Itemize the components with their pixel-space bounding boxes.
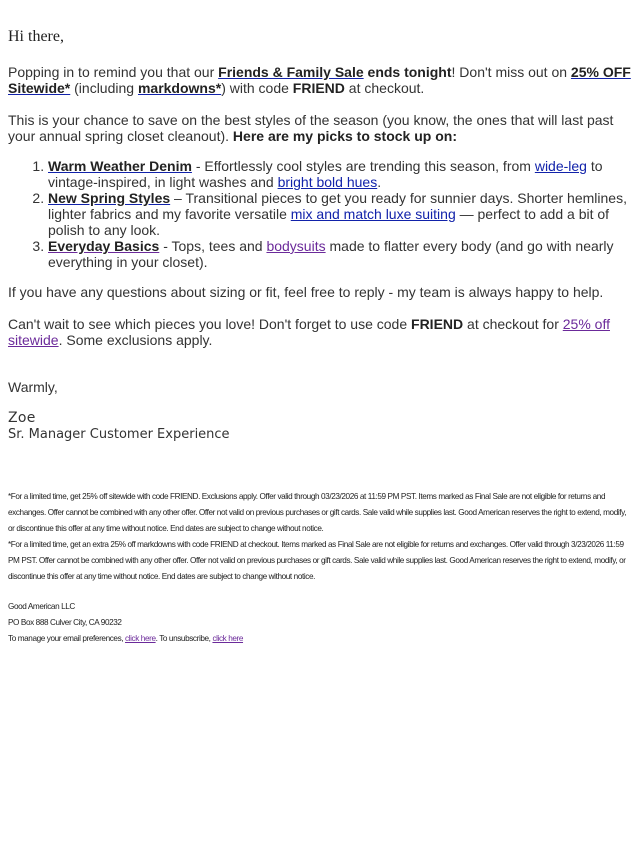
new-spring-styles-link[interactable] (48, 190, 170, 206)
warm-weather-denim-label: Warm Weather Denim (48, 158, 192, 174)
new-spring-styles-label: New Spring Styles (48, 190, 171, 206)
everyday-basics-label: Everyday Basics (48, 238, 160, 254)
unsubscribe-link[interactable]: click here (212, 634, 244, 643)
ends-tonight-text: ends tonight (363, 64, 452, 80)
promo-code: FRIEND (411, 316, 464, 332)
manage-preferences-text: To manage your email preferences, (8, 634, 126, 643)
picks-intro-text: This is your chance to save on the best styles of the season (you know, the ones that will last past your annual spring closet cleanout). (8, 112, 614, 144)
list-item (48, 238, 632, 270)
pick-text: to vintage-inspired, in light washes and (48, 158, 603, 190)
pick-text: made to flatter every body (and go with nearly everything in your closet). (48, 238, 614, 270)
company-address: PO Box 888 Culver City, CA 90232 (8, 618, 122, 627)
list-item (48, 158, 632, 190)
picks-intro-bold: Here are my picks to stock up on: (232, 128, 457, 144)
unsubscribe-text: . To unsubscribe, (155, 634, 213, 643)
bright-bold-hues-link[interactable]: bright bold hues (277, 174, 378, 190)
bodysuits-link[interactable]: bodysuits (266, 238, 326, 254)
picks-list (8, 158, 632, 270)
sizing-help-paragraph: If you have any questions about sizing or fit, feel free to reply - my team is always happy to help. (8, 284, 604, 300)
disclaimer-section (8, 489, 632, 585)
pick-text: - Tops, tees and (159, 238, 267, 254)
company-footer (8, 599, 243, 647)
email-preferences-line (8, 631, 243, 647)
sitewide-offer-link[interactable]: 25% off sitewide (8, 316, 610, 348)
friends-family-sale-link-label: Friends & Family Sale (218, 64, 364, 80)
company-name: Good American LLC (8, 602, 75, 611)
wide-leg-link[interactable]: wide-leg (534, 158, 587, 174)
picks-intro-paragraph (8, 112, 628, 144)
promo-code: FRIEND (292, 80, 345, 96)
intro-text-post: at checkout. (344, 80, 425, 96)
signoff: Warmly, (8, 379, 58, 395)
closing-text-post: . Some exclusions apply. (58, 332, 213, 348)
intro-paragraph (8, 64, 632, 96)
closing-paragraph (8, 316, 632, 348)
friends-family-sale-link[interactable] (218, 64, 364, 80)
intro-text: Popping in to remind you that our (8, 64, 219, 80)
closing-text: Can't wait to see which pieces you love! Don't forget to use code (8, 316, 412, 332)
pick-text: - Effortlessly cool styles are trending this season, from (191, 158, 535, 174)
mix-and-match-suiting-link[interactable]: mix and match luxe suiting (290, 206, 456, 222)
intro-text-mid: ! Don't miss out on (451, 64, 571, 80)
list-item (48, 190, 632, 238)
signature-title: Sr. Manager Customer Experience (8, 427, 230, 442)
offer-sitewide-link-label: 25% OFF Sitewide* (8, 64, 631, 96)
warm-weather-denim-link[interactable] (48, 158, 192, 174)
pick-text: — perfect to add a bit of polish to any look. (48, 206, 610, 238)
signature-name: Zoe (8, 410, 36, 426)
disclaimer-sitewide: *For a limited time, get 25% off sitewide with code FRIEND. Exclusions apply. Offer valid through 03/23/2026 at 11:59 PM PST. Items marked as Final Sale are not eligible for returns and exchanges. Offer cannot be combined with any other offer. Offer not valid on previous purchases or gift cards. Sale valid while supplies last. Good American reserves the right to extend, modify, or discontinue this offer at any time without notice. End dates are subject to change without notice. (8, 492, 627, 533)
intro-text-with-code: ) with code (221, 80, 293, 96)
disclaimer-markdowns: *For a limited time, get an extra 25% off markdowns with code FRIEND at checkout. Items marked as Final Sale are not eligible for returns and exchanges. Offer valid through 3/23/2026 11:59 PM PST. Offer cannot be combined with any other offer. Offer not valid on previous purchases or gift cards. Sale valid while supplies last. Good American reserves the right to extend, modify, or discontinue this offer at any time without notice. End dates are subject to change without notice. (8, 540, 626, 581)
greeting: Hi there, (8, 28, 64, 45)
pick-text: – Transitional pieces to get you ready for sunnier days. Shorter hemlines, lighter fabrics and my favorite versatile (48, 190, 627, 222)
markdowns-link-label: markdowns* (137, 80, 222, 96)
closing-text-mid: at checkout for (463, 316, 563, 332)
pick-text: . (377, 174, 382, 190)
intro-text-including: (including (70, 80, 138, 96)
markdowns-link[interactable] (138, 80, 221, 96)
manage-preferences-link[interactable]: click here (125, 634, 156, 643)
everyday-basics-link[interactable] (48, 238, 159, 254)
